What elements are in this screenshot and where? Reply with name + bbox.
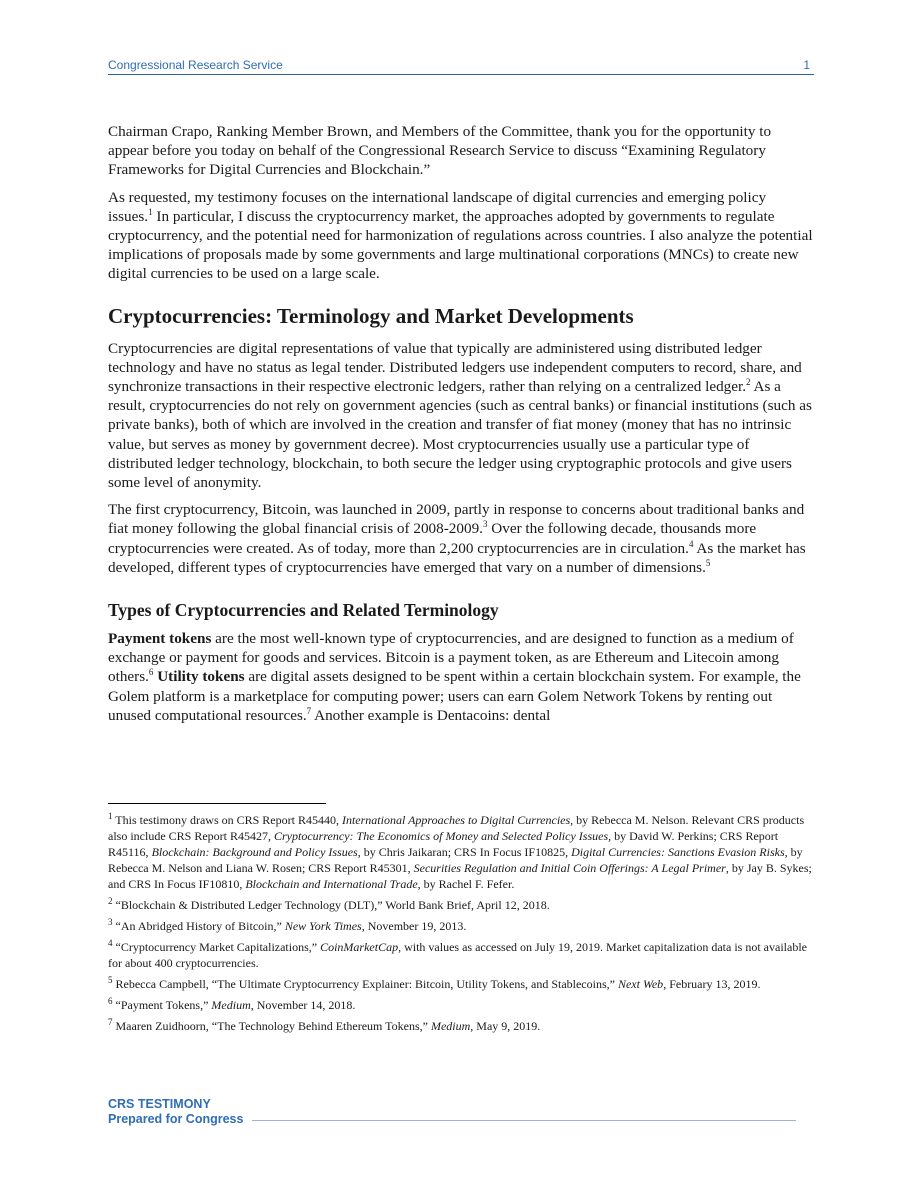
footnote-ref[interactable]: 4 [688,538,694,549]
header-org: Congressional Research Service [108,58,283,72]
paragraph-history: The first cryptocurrency, Bitcoin, was launched in 2009, partly in response to concerns about traditional banks and fiat money following the global financial crisis of 2008-2009.$^3$ Over the following decade, thousands more cryptocurrencies were created. As of today, more than 2,200 cryptocurrencies are in circulation.$^4$ As the market has developed, different types of cryptocurrencies have emerged that vary on a number of dimensions.$^5$ [108,501,806,576]
footnote-3: $^3$ “An Abridged History of Bitcoin,” New York Times, November 19, 2013. [108,917,467,933]
footnote-ref[interactable]: 5 [705,557,711,568]
footnote-divider [108,803,326,804]
footnote-ref[interactable]: 2 [746,376,751,387]
paragraph-definition: Cryptocurrencies are digital representations of value that typically are administered using distributed ledger technology and have no status as legal tender. Distributed ledgers use independent computers to record, share, and synchronize transactions in their respective electronic ledgers, rather than relying on a centralized ledger.$^2$ As a result, cryptocurrencies do not rely on government agencies (such as central banks) or financial institutions (such as private banks), both of which are involved in the creation and transfer of fiat money (money that has no intrinsic value, but serves as money by government decree). Most cryptocurrencies usually use a particular type of distributed ledger technology, blockchain, to both secure the ledger using cryptographic protocols and give users some level of anonymity. [108,339,812,492]
footer-subtitle: Prepared for Congress [108,1112,244,1126]
page-footer [108,1097,243,1127]
footnote-ref[interactable]: 6 [148,667,154,678]
footnote-6: $^6$ “Payment Tokens,” Medium, November 14, 2018. [108,996,356,1012]
page-header [108,58,814,75]
header-page-number: 1 [803,58,810,72]
paragraph-intro: Chairman Crapo, Ranking Member Brown, and Members of the Committee, thank you for the opportunity to appear before you today on behalf of the Congressional Research Service to discuss “Examining Regulatory Frameworks for Digital Currencies and Blockchain.” [108,123,772,179]
paragraph-types: Payment tokens are the most well-known type of cryptocurrencies, and are designed to function as a medium of exchange or payment for goods and services. Bitcoin is a payment token, as are Ethereum and Litecoin among others.$^6$ Utility tokens are digital assets designed to be spent within a certain blockchain system. For example, the Golem platform is a marketplace for computing power; users can earn Golem Network Tokens by renting out unused computational resources.$^7$ Another example is Dentacoins: dental [108,630,801,724]
footnote-7: $^7$ Maaren Zuidhoorn, “The Technology Behind Ethereum Tokens,” Medium, May 9, 2019. [108,1017,541,1033]
main-body [108,122,814,733]
footnote-ref[interactable]: 3 [482,519,488,530]
footnotes [108,812,814,1039]
footnote-1: $^1$ This testimony draws on CRS Report R45440, International Approaches to Digital Currencies, by Rebecca M. Nelson. Relevant CRS products also include CRS Report R45427, Cryptocurrency: The Economics of Money and Selected Policy Issues, by David W. Perkins; CRS Report R45116, Blockchain: Background and Policy Issues, by Chris Jaikaran; CRS In Focus IF10825, Digital Currencies: Sanctions Evasion Risks, by Rebecca M. Nelson and Liana W. Rosen; CRS Report R45301, Securities Regulation and Initial Coin Offerings: A Legal Primer, by Jay B. Sykes; and CRS In Focus IF10810, Blockchain and International Trade, by Rachel F. Fefer. [108,811,812,891]
footnote-ref[interactable]: 1 [148,206,153,217]
paragraph-focus: As requested, my testimony focuses on the international landscape of digital currencies and emerging policy issues.$^1$ In particular, I discuss the cryptocurrency market, the approaches adopted by governments to regulate cryptocurrency, and the potential need for harmonization of regulations across countries. I also analyze the potential implications of proposals made by some governments and large multinational corporations (MNCs) to create new digital currencies to be used on a large scale. [108,188,813,283]
footnote-ref[interactable]: 7 [306,705,312,716]
footer-title: CRS TESTIMONY [108,1097,211,1111]
section-heading: Cryptocurrencies: Terminology and Market Developments [108,303,634,328]
footnote-4: $^4$ “Cryptocurrency Market Capitalizations,” CoinMarketCap, with values as accessed on July 19, 2019. Market capitalization data is not available for about 400 cryptocurrencies. [108,938,807,970]
footnote-5: $^5$ Rebecca Campbell, “The Ultimate Cryptocurrency Explainer: Bitcoin, Utility Tokens, and Stablecoins,” Next Web, February 13, 2019. [108,975,761,991]
footer-rule [252,1120,796,1121]
footnote-2: $^2$ “Blockchain & Distributed Ledger Technology (DLT),” World Bank Brief, April 12, 2018. [108,896,550,912]
subsection-heading: Types of Cryptocurrencies and Related Terminology [108,600,499,621]
